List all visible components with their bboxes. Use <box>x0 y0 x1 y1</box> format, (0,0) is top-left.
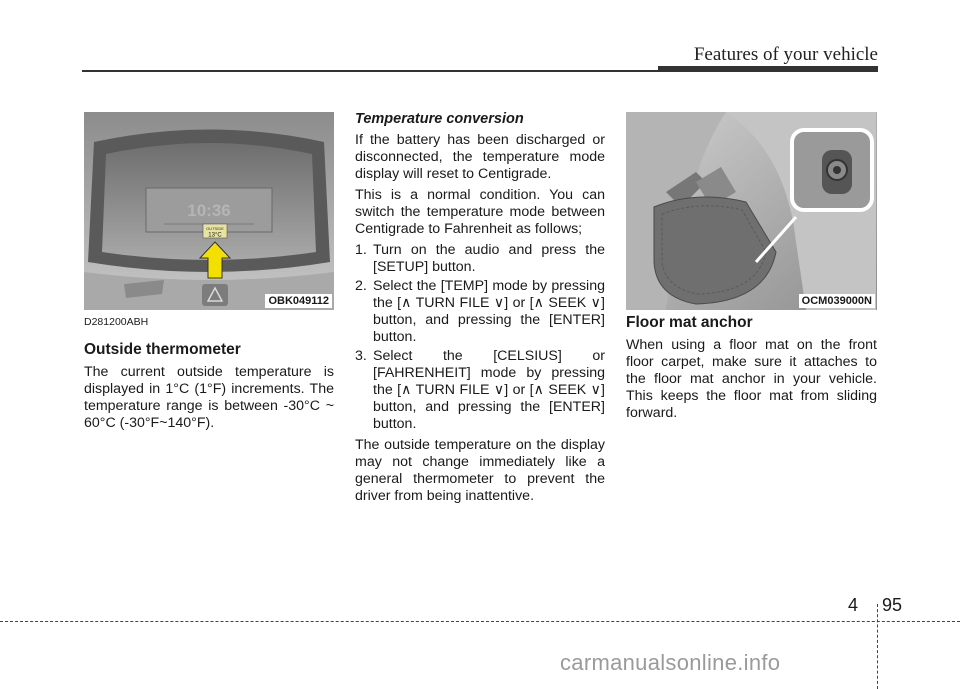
page-number: 95 <box>882 595 903 615</box>
thermometer-figure <box>84 112 334 310</box>
paragraph-reset: If the battery has been discharged or disconnected, the temperature mode display will reset to Centigrade. <box>355 132 605 182</box>
dashboard-illustration <box>84 112 334 310</box>
floor-mat-figure <box>626 112 877 310</box>
running-header-title: Features of your vehicle <box>693 44 878 65</box>
header-rule-thick <box>658 66 878 72</box>
section-heading-outside-thermometer: Outside thermometer <box>84 341 241 358</box>
paragraph-thermometer: The current outside temperature is displayed in 1°C (1°F) increments. The temperature range is between -30°C ~ 60°C (-30°F~140°F). <box>84 364 334 431</box>
step-text: Turn on the audio and press the [SETUP] button. <box>373 242 605 275</box>
badge-temperature: 13°C <box>208 232 222 239</box>
floor-mat-illustration <box>626 112 877 310</box>
section-code: D281200ABH <box>84 316 149 328</box>
step-number: 2. <box>355 278 367 294</box>
section-heading-floor-mat-anchor: Floor mat anchor <box>626 314 753 331</box>
paragraph-switch: This is a normal condition. You can switch the temperature mode between Centigrade to Fahrenheit as follows; <box>355 187 605 237</box>
step-number: 1. <box>355 242 367 258</box>
list-item <box>355 242 605 276</box>
footer-vertical-dashed-rule <box>877 604 878 689</box>
step-text: Select the [TEMP] mode by pressing the [∧ TURN FILE ∨] or [∧ SEEK ∨] button, and pressing the [ENTER] button. <box>373 278 605 345</box>
column-outside-thermometer <box>84 314 334 436</box>
column-temperature-conversion <box>355 111 605 509</box>
list-item <box>355 348 605 433</box>
anchor-hook-icon <box>822 150 852 194</box>
paragraph-floor-mat: When using a floor mat on the front floor carpet, make sure it attaches to the floor mat anchor in your vehicle. This keeps the floor mat from sliding forward. <box>626 337 877 421</box>
step-number: 3. <box>355 348 367 364</box>
figure-code-ocm: OCM039000N <box>799 294 875 308</box>
list-item <box>355 278 605 346</box>
badge-caption: OUTSIDE <box>206 226 224 231</box>
chapter-number: 4 <box>848 595 859 615</box>
clock-readout: 10:36 <box>187 201 231 220</box>
header-rule-thin <box>82 70 658 72</box>
section-heading-temperature-conversion: Temperature conversion <box>355 111 524 127</box>
watermark: carmanualsonline.info <box>560 650 781 675</box>
footer-dashed-rule <box>0 621 960 622</box>
conversion-steps-list <box>355 242 605 433</box>
column-floor-mat-anchor <box>626 314 877 426</box>
step-text: Select the [CELSIUS] or [FAHRENHEIT] mode by pressing the [∧ TURN FILE ∨] or [∧ SEEK ∨] button, and pressing the [ENTER] button. <box>373 348 605 432</box>
figure-code-obk: OBK049112 <box>265 294 332 308</box>
paragraph-display-delay: The outside temperature on the display may not change immediately like a general thermometer to prevent the driver from being inattentive. <box>355 437 605 504</box>
